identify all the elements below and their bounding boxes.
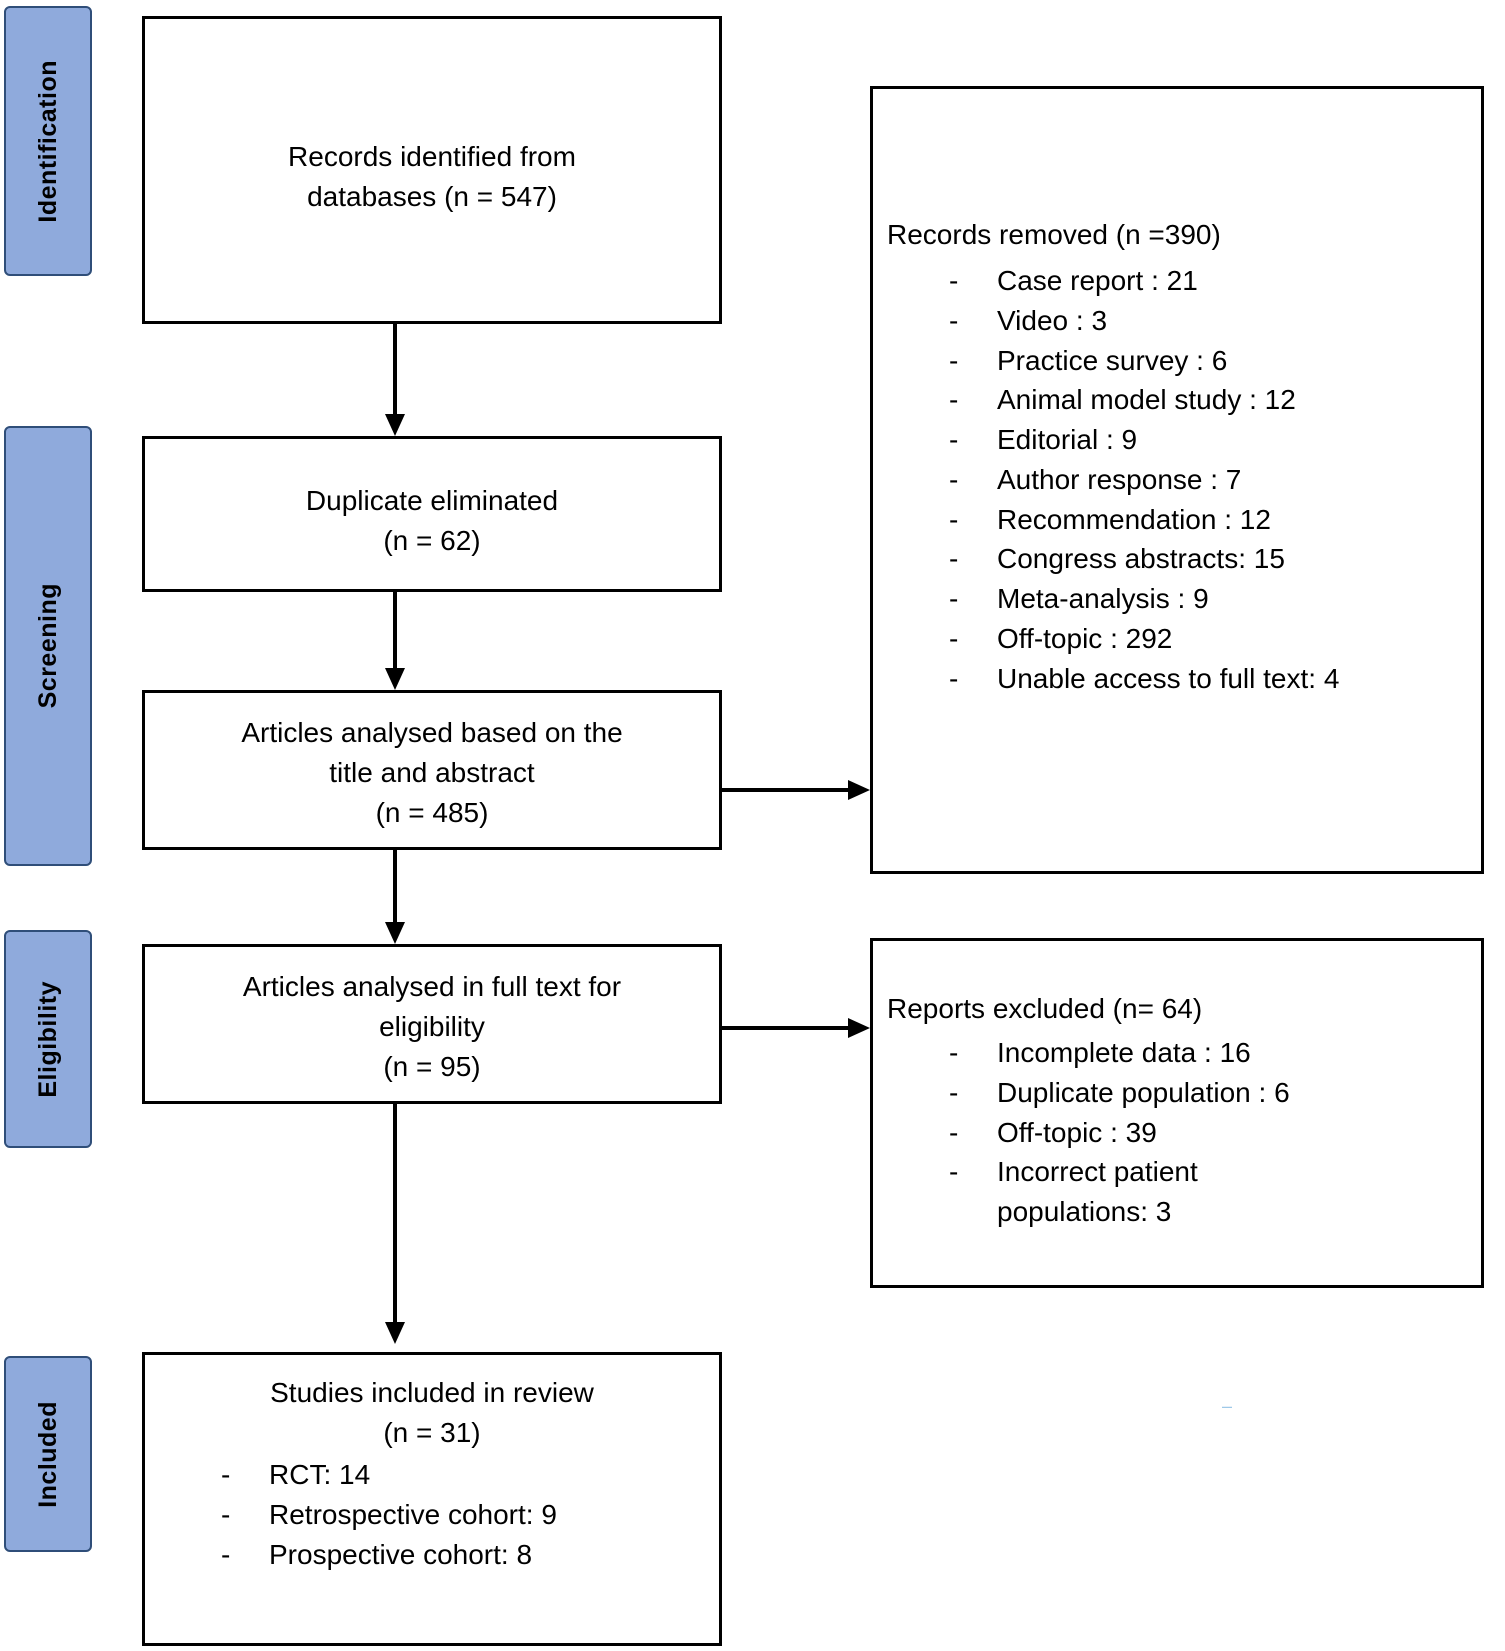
- title-abstract-line2: title and abstract: [329, 756, 535, 788]
- full-text-line1: Articles analysed in full text for: [242, 971, 622, 1002]
- bullet-dash: -: [221, 1498, 231, 1530]
- title-abstract-line3: (n = 485): [375, 796, 489, 828]
- box-articles-title-abstract: [142, 690, 722, 850]
- bullet-dash: -: [221, 1538, 231, 1570]
- title-abstract-line1: Articles analysed based on the: [241, 717, 623, 748]
- arrow-title-abstract-to-full-text: [380, 850, 410, 944]
- records-removed-item-label: Editorial : 9: [997, 424, 1138, 455]
- reports-excluded-item: [887, 1152, 1467, 1232]
- records-removed-item-label: Animal model study : 12: [997, 384, 1296, 416]
- included-item-label: Prospective cohort: 8: [269, 1538, 533, 1570]
- arrow-full-text-to-reports-excluded: [722, 1013, 870, 1043]
- stage-label-included: [4, 1356, 92, 1552]
- reports-excluded-item-label: Incorrect patient populations: 3: [997, 1156, 1198, 1227]
- reports-excluded-item-label: Duplicate population : 6: [997, 1076, 1290, 1108]
- records-removed-item: [887, 500, 1467, 540]
- records-identified-line1: Records identified from: [288, 141, 576, 172]
- bullet-dash: -: [949, 1116, 959, 1148]
- bullet-dash: -: [949, 662, 959, 694]
- records-removed-item-label: Author response : 7: [997, 463, 1242, 495]
- records-removed-item-label: Practice survey : 6: [997, 344, 1228, 376]
- bullet-dash: -: [221, 1459, 231, 1490]
- included-line1: Studies included in review: [270, 1377, 594, 1408]
- bullet-dash: -: [949, 344, 959, 376]
- box-records-identified: [142, 16, 722, 324]
- records-removed-item-label: Unable access to full text: 4: [997, 662, 1340, 694]
- bullet-dash: -: [949, 384, 959, 416]
- arrow-identified-to-duplicates: [380, 324, 410, 436]
- bullet-dash: -: [949, 304, 959, 336]
- bullet-dash: -: [949, 543, 959, 575]
- records-removed-item-label: Congress abstracts: 15: [997, 543, 1285, 575]
- records-removed-item: [887, 420, 1467, 460]
- duplicate-eliminated-line2: (n = 62): [383, 524, 481, 556]
- box-records-removed: [870, 86, 1484, 874]
- included-item-label: Retrospective cohort: 9: [269, 1498, 557, 1530]
- records-removed-item-label: Off-topic : 292: [997, 622, 1173, 654]
- records-removed-item-label: Case report : 21: [997, 265, 1198, 296]
- arrow-title-abstract-to-records-removed: [722, 775, 870, 805]
- bullet-dash: -: [949, 503, 959, 535]
- included-item-label: RCT: 14: [269, 1459, 371, 1490]
- records-removed-item: [887, 460, 1467, 500]
- reports-excluded-item-label: Off-topic : 39: [997, 1116, 1157, 1148]
- records-removed-item-label: Recommendation : 12: [997, 503, 1271, 535]
- full-text-line2: eligibility: [379, 1010, 485, 1042]
- records-removed-item: [887, 261, 1467, 301]
- records-removed-item: [887, 341, 1467, 381]
- records-removed-item: [887, 659, 1467, 699]
- bullet-dash: -: [949, 1076, 959, 1108]
- records-removed-item-label: Video : 3: [997, 304, 1108, 336]
- box-studies-included: [142, 1352, 722, 1646]
- bullet-dash: -: [949, 424, 959, 455]
- included-item: [159, 1455, 705, 1495]
- included-item: [159, 1535, 705, 1575]
- duplicate-eliminated-line1: Duplicate eliminated: [305, 485, 559, 516]
- reports-excluded-item: [887, 1033, 1467, 1073]
- records-removed-heading: Records removed (n =390): [887, 219, 1221, 250]
- box-duplicate-eliminated: [142, 436, 722, 592]
- arrow-full-text-to-included: [380, 1104, 410, 1344]
- included-line2: (n = 31): [383, 1416, 481, 1448]
- box-articles-full-text: [142, 944, 722, 1104]
- full-text-line3: (n = 95): [383, 1050, 481, 1082]
- reports-excluded-heading: Reports excluded (n= 64): [887, 993, 1203, 1024]
- bullet-dash: -: [949, 1037, 959, 1068]
- bullet-dash: -: [949, 1156, 959, 1188]
- reports-excluded-item-label: Incomplete data : 16: [997, 1037, 1251, 1068]
- records-removed-item: [887, 301, 1467, 341]
- reports-excluded-item: [887, 1073, 1467, 1113]
- included-item: [159, 1495, 705, 1535]
- records-removed-item: [887, 539, 1467, 579]
- bullet-dash: -: [949, 622, 959, 654]
- reports-excluded-item: [887, 1113, 1467, 1153]
- stage-label-screening-text: Screening: [33, 583, 62, 709]
- records-removed-item: [887, 619, 1467, 659]
- bullet-dash: -: [949, 463, 959, 495]
- stage-label-identification-text: Identification: [33, 59, 62, 223]
- stray-mark: ‒: [1222, 1396, 1233, 1416]
- records-removed-item: [887, 579, 1467, 619]
- stage-label-screening: [4, 426, 92, 866]
- bullet-dash: -: [949, 265, 959, 296]
- bullet-dash: -: [949, 583, 959, 614]
- stage-label-identification: [4, 6, 92, 276]
- records-removed-item-label: Meta-analysis : 9: [997, 583, 1209, 614]
- arrow-duplicates-to-title-abstract: [380, 592, 410, 690]
- records-identified-line2: databases (n = 547): [307, 180, 557, 212]
- stage-label-eligibility-text: Eligibility: [33, 980, 62, 1098]
- stage-label-included-text: Included: [33, 1400, 62, 1508]
- box-reports-excluded: [870, 938, 1484, 1288]
- records-removed-item: [887, 380, 1467, 420]
- stage-label-eligibility: [4, 930, 92, 1148]
